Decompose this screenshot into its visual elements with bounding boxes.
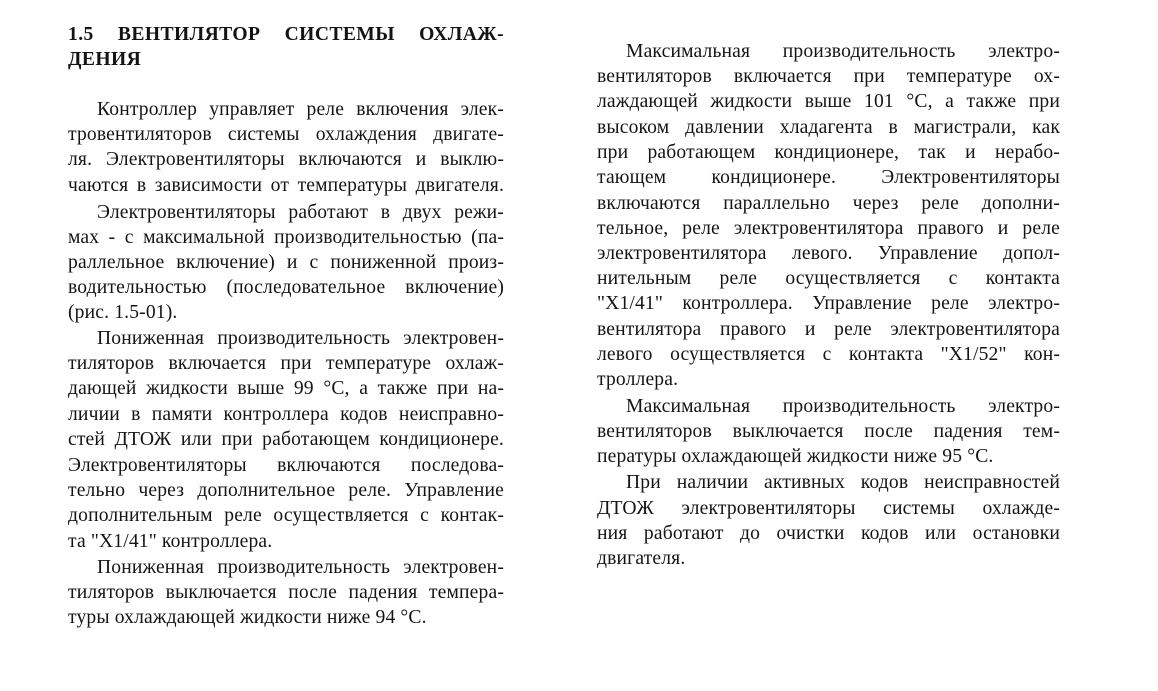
paragraph-line: двигателя.	[597, 548, 686, 569]
paragraph-line: "X1/41" контроллера. Управление реле электро-	[597, 293, 1060, 314]
paragraph-line: ния работают до очистки кодов или остановки	[597, 523, 1060, 544]
paragraph-line: Контроллер управляет реле включения элек-	[97, 99, 504, 120]
paragraph-line: мах - с максимальной производительностью (па-	[68, 227, 504, 248]
paragraph-line: стей ДТОЖ или при работающем кондиционере.	[68, 429, 504, 450]
paragraph-line: Электровентиляторы работают в двух режи-	[97, 202, 504, 223]
paragraph-line: Максимальная производительность электро-	[626, 41, 1060, 62]
paragraph-line: тиляторов включается при температуре охлаж-	[68, 353, 504, 374]
paragraph-line: Максимальная производительность электро-	[626, 396, 1060, 417]
paragraph-line: та "X1/41" контроллера.	[68, 531, 273, 552]
paragraph-line: чаются в зависимости от температуры двигателя.	[68, 175, 504, 196]
section-title-line-2: ДЕНИЯ	[68, 49, 142, 70]
paragraph-line: Пониженная производительность электровен-	[97, 328, 504, 349]
paragraph-line: вентиляторов выключается после падения тем-	[597, 421, 1060, 442]
paragraph-line: лаждающей жидкости выше 101 °С, а также при	[597, 91, 1060, 112]
paragraph-line: нительным реле осуществляется с контакта	[597, 268, 1060, 289]
paragraph-line: ДТОЖ электровентиляторы системы охлажде-	[597, 498, 1060, 519]
paragraph-line: ля. Электровентиляторы включаются и выклю-	[68, 149, 504, 170]
paragraph-line: личии в памяти контроллера кодов неисправно-	[68, 404, 504, 425]
paragraph-line: вентиляторов включается при температуре ох-	[597, 66, 1060, 87]
paragraph-line: электровентилятора левого. Управление допол-	[597, 243, 1060, 264]
paragraph-line: троллера.	[597, 369, 679, 390]
paragraph-line: дополнительным реле осуществляется с контак-	[68, 505, 504, 526]
paragraph-line: вентилятора правого и реле электровентилятора	[597, 319, 1060, 340]
paragraph-line: пературы охлаждающей жидкости ниже 95 °С.	[597, 446, 994, 467]
paragraph-line: включаются параллельно через реле дополни-	[597, 193, 1060, 214]
paragraph-line: тровентиляторов системы охлаждения двигате-	[68, 124, 504, 145]
paragraph-line: тельное, реле электровентилятора правого и реле	[597, 218, 1060, 239]
paragraph-line: раллельное включение) и с пониженной произ-	[68, 252, 504, 273]
paragraph-line: водительностью (последовательное включение)	[68, 277, 504, 298]
paragraph-line: (рис. 1.5-01).	[68, 302, 178, 323]
paragraph-line: туры охлаждающей жидкости ниже 94 °С.	[68, 607, 427, 628]
paragraph-line: высоком давлении хладагента в магистрали, как	[597, 117, 1060, 138]
paragraph-line: При наличии активных кодов неисправностей	[626, 472, 1060, 493]
paragraph-line: левого осуществляется с контакта "X1/52" кон-	[597, 344, 1060, 365]
paragraph-line: тельно через дополнительное реле. Управление	[68, 480, 504, 501]
paragraph-line: тающем кондиционере. Электровентиляторы	[597, 167, 1060, 188]
section-title-line-1: 1.5 ВЕНТИЛЯТОР СИСТЕМЫ ОХЛАЖ-	[68, 24, 504, 45]
paragraph-line: Электровентиляторы включаются последова-	[68, 455, 504, 476]
paragraph-line: при работающем кондиционере, так и нерабо-	[597, 142, 1060, 163]
paragraph-line: тиляторов выключается после падения темпера-	[68, 582, 504, 603]
paragraph-line: Пониженная производительность электровен-	[97, 557, 504, 578]
paragraph-line: дающей жидкости выше 99 °С, а также при на-	[68, 378, 504, 399]
